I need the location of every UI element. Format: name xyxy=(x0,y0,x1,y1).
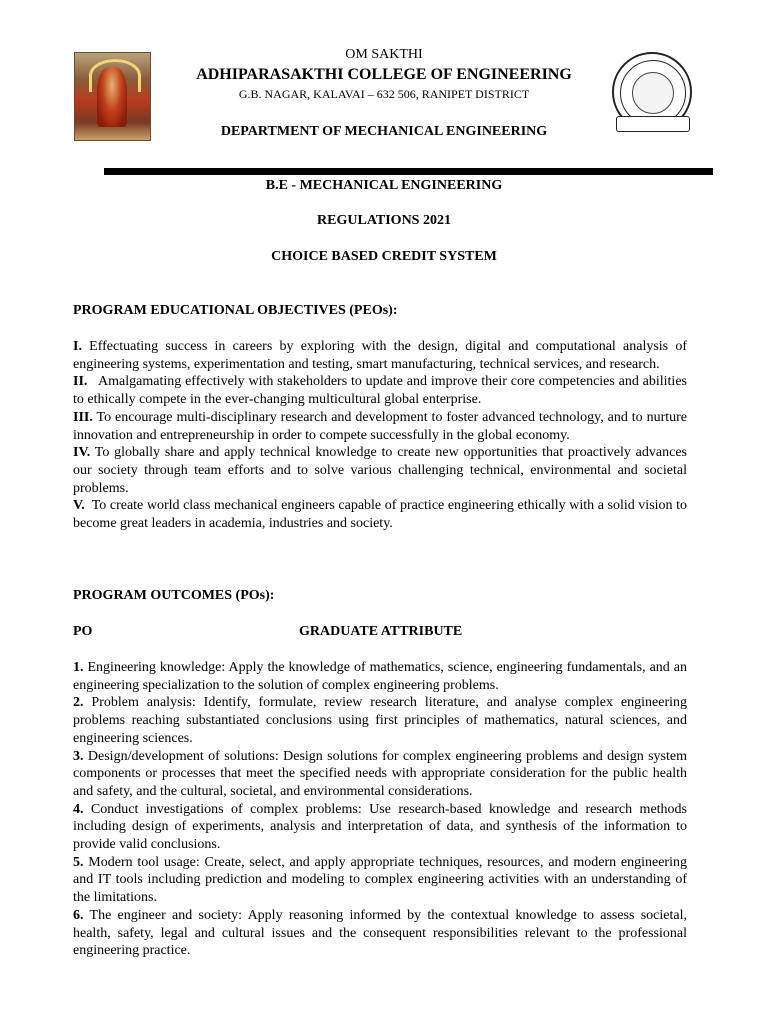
college-name: ADHIPARASAKTHI COLLEGE OF ENGINEERING xyxy=(196,66,572,83)
po-heading: PROGRAM OUTCOMES (POs): xyxy=(73,588,275,603)
peo-text: To encourage multi-disciplinary research and development to foster advanced technology, and to nurture innovation and entrepreneurship in order to compete successfully in the global economy. xyxy=(73,409,687,443)
header-om: OM SAKTHI xyxy=(345,47,423,62)
po-item xyxy=(73,854,687,907)
po-number: 2. xyxy=(73,695,84,711)
peo-item xyxy=(73,409,687,444)
po-number: 1. xyxy=(73,660,84,675)
college-address: G.B. NAGAR, KALAVAI – 632 506, RANIPET DISTRICT xyxy=(238,87,530,101)
peo-list xyxy=(73,338,691,533)
po-item xyxy=(73,694,687,747)
po-text: Design/development of solutions: Design solutions for complex engineering problems and design system components or processes that meet the specified needs with appropriate consideration for the public health and safety, and the cultural, societal, and environmental considerations. xyxy=(73,748,687,799)
po-text: The engineer and society: Apply reasoning informed by the contextual knowledge to assess societal, health, safety, legal and cultural issues and the consequent responsibilities relevant to the professional engineering practice. xyxy=(73,907,687,959)
header-divider xyxy=(104,168,713,175)
peo-heading: PROGRAM EDUCATIONAL OBJECTIVES (PEOs): xyxy=(73,303,398,318)
peo-number: V. xyxy=(73,498,85,514)
peo-text: Amalgamating effectively with stakeholders to update and improve their core competencies and abilities to ethically compete in the ever-changing multicultural global enterprise. xyxy=(73,374,691,408)
peo-text: Effectuating success in careers by exploring with the design, digital and computational analysis of engineering systems, experimentation and testing, smart manufacturing, technical services, and research. xyxy=(73,339,687,372)
po-number: 6. xyxy=(73,907,84,923)
peo-item xyxy=(73,497,691,532)
po-item xyxy=(73,748,687,801)
po-text: Conduct investigations of complex problems: Use research-based knowledge and research methods including design of experiments, analysis and interpretation of data, and synthesis of the information to provide valid conclusions. xyxy=(73,801,687,853)
peo-text: To globally share and apply technical knowledge to create new opportunities that proactively advances our society through team efforts and to solve various challenging technical, environmental and societal problems. xyxy=(73,445,687,496)
peo-item xyxy=(73,444,687,497)
program-title: B.E - MECHANICAL ENGINEERING xyxy=(265,178,503,193)
po-number: 4. xyxy=(73,801,84,817)
peo-text: To create world class mechanical engineers capable of practice engineering ethically with a solid vision to become great leaders in academia, industries and society. xyxy=(73,498,691,532)
peo-item xyxy=(73,338,687,373)
peo-item xyxy=(73,373,691,408)
po-column-header: PO xyxy=(73,624,93,639)
peo-number: I. xyxy=(73,339,82,354)
regulations-title: REGULATIONS 2021 xyxy=(317,213,451,228)
po-text: Problem analysis: Identify, formulate, review research literature, and analyse complex engineering problems reaching substantiated conclusions using first principles of mathematics, natural sciences, and engineering sciences. xyxy=(73,695,687,746)
peo-number: IV. xyxy=(73,445,91,461)
po-item xyxy=(73,907,687,960)
system-title: CHOICE BASED CREDIT SYSTEM xyxy=(271,249,497,264)
department-name: DEPARTMENT OF MECHANICAL ENGINEERING xyxy=(220,124,548,139)
po-item xyxy=(73,801,687,854)
peo-number: II. xyxy=(73,374,88,390)
po-number: 5. xyxy=(73,854,84,870)
graduate-attribute-column-header: GRADUATE ATTRIBUTE xyxy=(299,624,463,639)
po-text: Modern tool usage: Create, select, and apply appropriate techniques, resources, and modern engineering and IT tools including prediction and modeling to complex engineering activities with an understanding of the limitations. xyxy=(73,854,687,906)
peo-number: III. xyxy=(73,409,93,425)
po-item xyxy=(73,659,687,694)
po-number: 3. xyxy=(73,748,84,764)
po-text: Engineering knowledge: Apply the knowledge of mathematics, science, engineering fundamentals, and an engineering specialization to the solution of complex engineering problems. xyxy=(73,660,687,693)
po-list xyxy=(73,659,687,960)
